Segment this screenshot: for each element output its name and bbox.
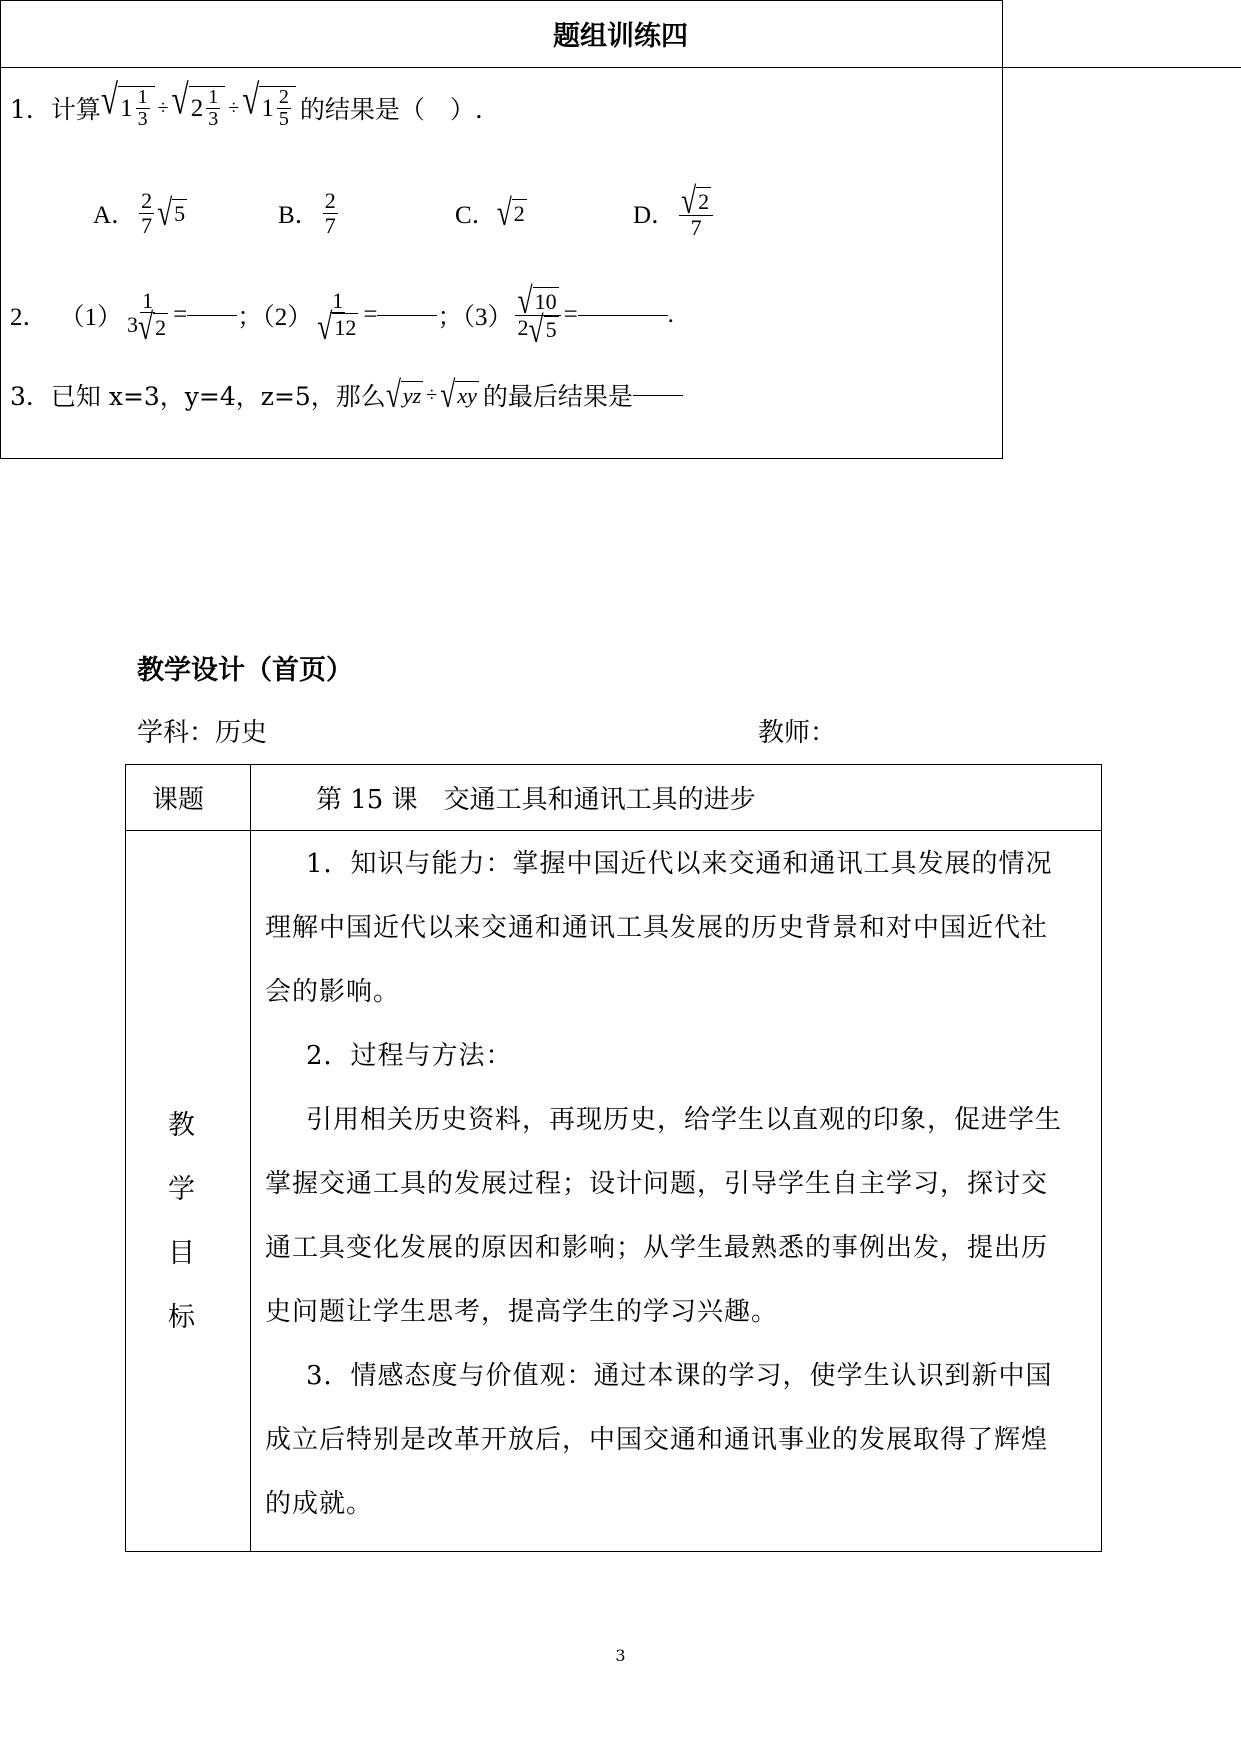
q1-div-1: ÷ (157, 96, 169, 119)
q1-prefix: 1．计算 (10, 95, 101, 124)
goal-line-4: 2．过程与方法： (306, 1041, 513, 1071)
topic-value: 第 15 课 交通工具和通讯工具的进步 (316, 785, 756, 815)
goal-line-1: 1．知识与能力：掌握中国近代以来交通和通讯工具发展的情况 (306, 849, 1053, 879)
page-number: 3 (615, 1646, 626, 1665)
goal-line-3: 会的影响。 (265, 977, 401, 1007)
goal-line-2: 理解中国近代以来交通和通讯工具发展的历史背景和对中国近代社 (265, 913, 1049, 943)
question-1 (10, 75, 483, 138)
goal-line-10: 成立后特别是改革开放后，中国交通和通讯事业的发展取得了辉煌 (265, 1425, 1049, 1455)
goals-label-3: 目 (168, 1238, 195, 1269)
goal-line-6: 掌握交通工具的发展过程；设计问题，引导学生自主学习，探讨交 (265, 1169, 1049, 1199)
subject-label: 学科：历史 (137, 718, 268, 748)
q1-option-d: D． √ 2 7 (633, 183, 716, 243)
q1-term-1: √ 1 $\frac{1}{3}$ (101, 86, 155, 130)
exercise-box (0, 0, 1003, 459)
design-table (125, 764, 1102, 1552)
question-2: 2． （1） 1 3 √ 2 = ；（2） 1 √ 12 = ；（3） √ 10 2 √ 5 = . (10, 279, 674, 351)
design-title: 教学设计（首页） (137, 655, 353, 686)
q1-suffix: 的结果是（ ）. (299, 95, 483, 124)
goal-line-11: 的成就。 (265, 1489, 374, 1519)
goal-line-8: 史问题让学生思考，提高学生的学习兴趣。 (265, 1297, 779, 1327)
teacher-label: 教师： (758, 718, 837, 748)
q1-option-a: A． $\frac{2}{7}$ √ 5 (93, 188, 186, 238)
exercise-title: 题组训练四 (0, 0, 1241, 68)
q1-div-2: ÷ (228, 96, 240, 119)
goal-line-5: 引用相关历史资料，再现历史，给学生以直观的印象，促进学生 (306, 1105, 1063, 1135)
q1-term-2: √ 2 $\frac{1}{3}$ (172, 86, 226, 130)
goals-label-2: 学 (168, 1174, 195, 1205)
goal-line-9: 3．情感态度与价值观：通过本课的学习，使学生认识到新中国 (306, 1361, 1053, 1391)
goals-label-4: 标 (168, 1302, 195, 1333)
goals-label-1: 教 (168, 1110, 195, 1141)
q1-term-3: √ 1 $\frac{2}{5}$ (242, 86, 296, 130)
question-3: 3．已知 x=3，y=4，z=5，那么 √ yz ÷ √ xy 的最后结果是 (10, 370, 683, 420)
goal-line-7: 通工具变化发展的原因和影响；从学生最熟悉的事例出发，提出历 (265, 1233, 1049, 1263)
q1-option-c: C． √ 2 (455, 191, 525, 234)
q1-option-b: B． $\frac{2}{7}$ (278, 188, 336, 238)
topic-label: 课题 (152, 785, 205, 815)
